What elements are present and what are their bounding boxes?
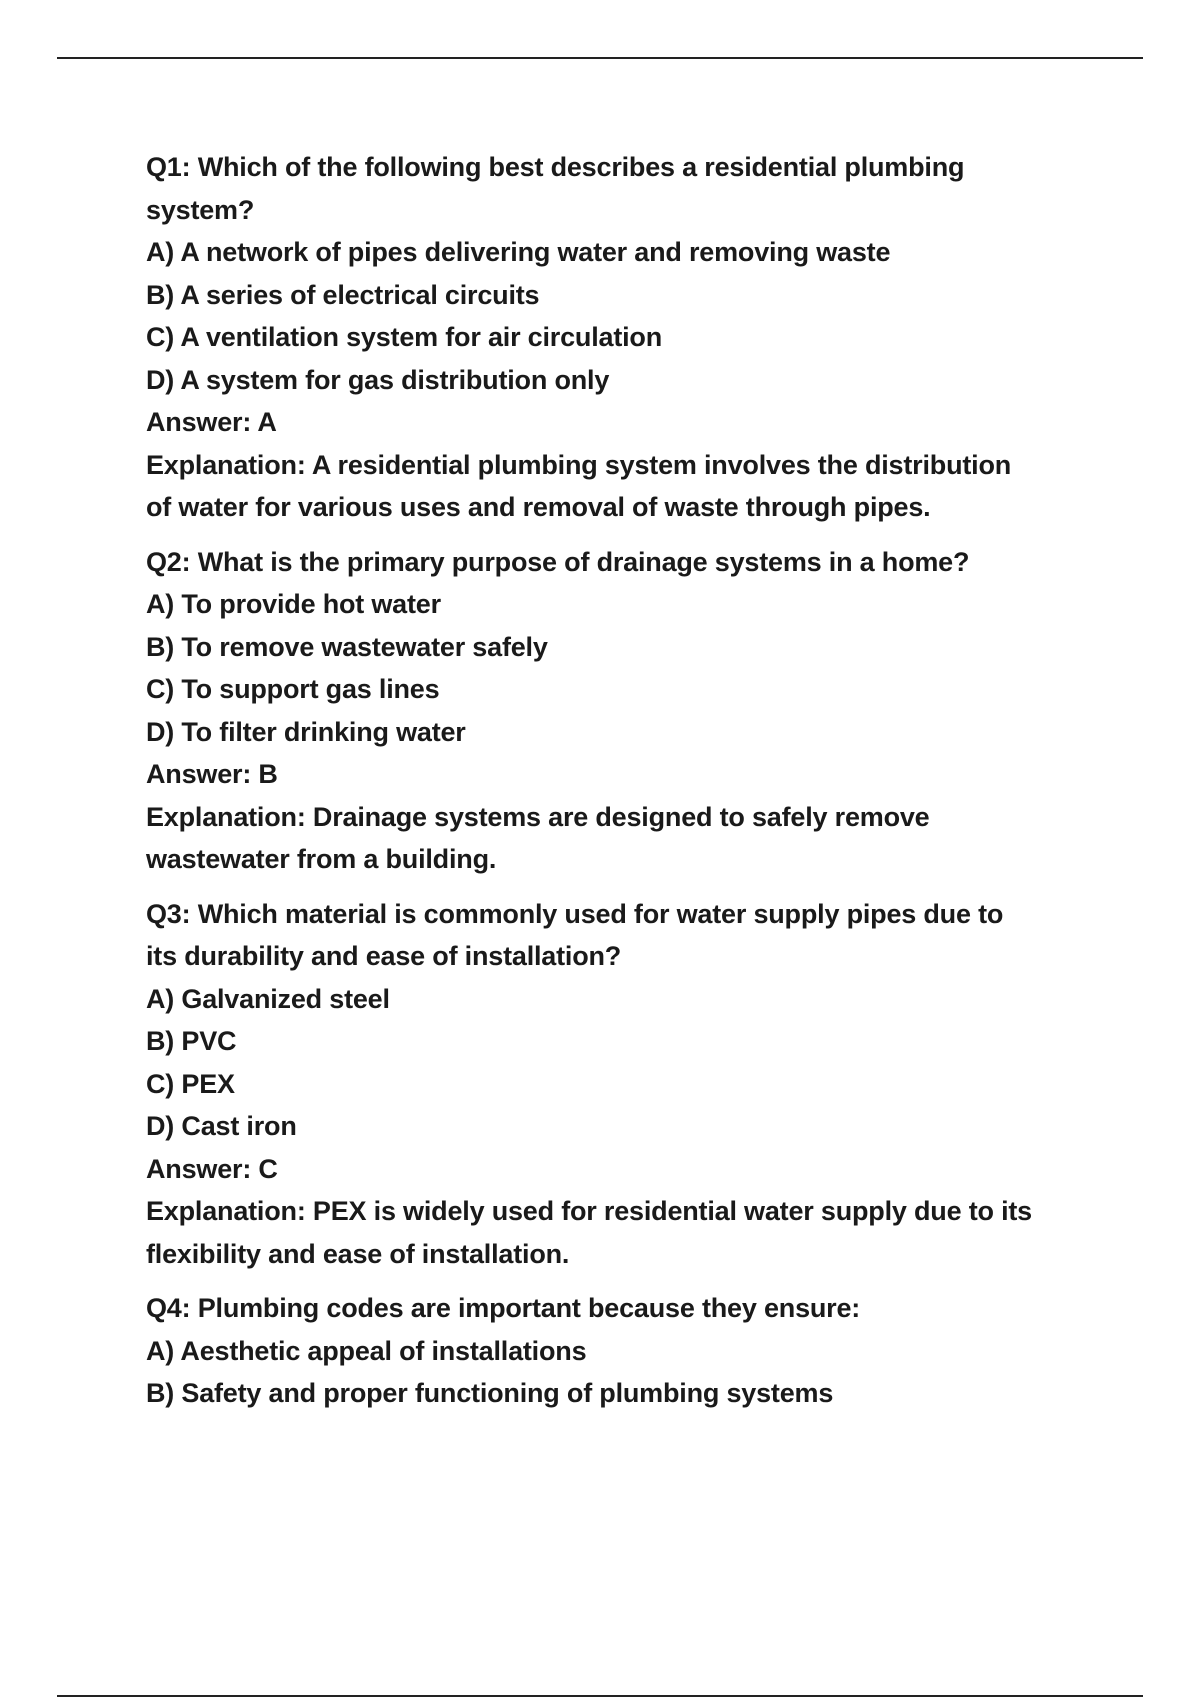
quiz-content: [146, 146, 1106, 1427]
question-1-text-line-2: system?: [146, 194, 255, 225]
question-1-answer: Answer: A: [146, 407, 277, 437]
question-3-option-b: B) PVC: [146, 1026, 237, 1056]
question-4-option-a: A) Aesthetic appeal of installations: [146, 1335, 587, 1366]
question-1-option-b: B) A series of electrical circuits: [146, 279, 540, 310]
question-2-option-a: A) To provide hot water: [146, 589, 441, 619]
bottom-divider: [57, 1695, 1143, 1697]
question-3-text-line-2: its durability and ease of installation?: [146, 941, 622, 971]
question-3-explanation-line-2: flexibility and ease of installation.: [146, 1238, 570, 1269]
question-block-3: [146, 893, 1106, 1276]
question-2-answer: Answer: B: [146, 759, 278, 789]
question-3-explanation-line-1: Explanation: PEX is widely used for residential water supply due to its: [146, 1196, 1033, 1226]
question-block-2: [146, 541, 1106, 881]
question-2-text-line-1: Q2: What is the primary purpose of drainage systems in a home?: [146, 546, 970, 577]
question-2-option-c: C) To support gas lines: [146, 674, 440, 704]
question-1-option-d: D) A system for gas distribution only: [146, 364, 610, 395]
question-3-text-line-1: Q3: Which material is commonly used for water supply pipes due to: [146, 898, 1004, 929]
question-2-explanation-line-1: Explanation: Drainage systems are designed to safely remove: [146, 801, 930, 832]
question-1-text-line-1: Q1: Which of the following best describes a residential plumbing: [146, 152, 965, 182]
question-3-option-d: D) Cast iron: [146, 1111, 297, 1141]
question-2-option-d: D) To filter drinking water: [146, 716, 466, 747]
question-3-option-c: C) PEX: [146, 1068, 235, 1099]
question-3-answer: Answer: C: [146, 1153, 278, 1184]
question-4-text-line-1: Q4: Plumbing codes are important because they ensure:: [146, 1293, 861, 1323]
question-3-option-a: A) Galvanized steel: [146, 983, 390, 1014]
question-block-1: [146, 146, 1106, 529]
question-1-option-c: C) A ventilation system for air circulation: [146, 322, 663, 352]
question-1-explanation-line-1: Explanation: A residential plumbing system involves the distribution: [146, 449, 1012, 480]
question-block-4: [146, 1287, 1106, 1415]
question-2-option-b: B) To remove wastewater safely: [146, 631, 548, 662]
question-1-explanation-line-2: of water for various uses and removal of waste through pipes.: [146, 492, 931, 522]
question-1-option-a: A) A network of pipes delivering water and removing waste: [146, 237, 891, 267]
question-2-explanation-line-2: wastewater from a building.: [146, 844, 497, 874]
top-divider: [57, 57, 1143, 59]
question-4-option-b: B) Safety and proper functioning of plumbing systems: [146, 1378, 834, 1408]
